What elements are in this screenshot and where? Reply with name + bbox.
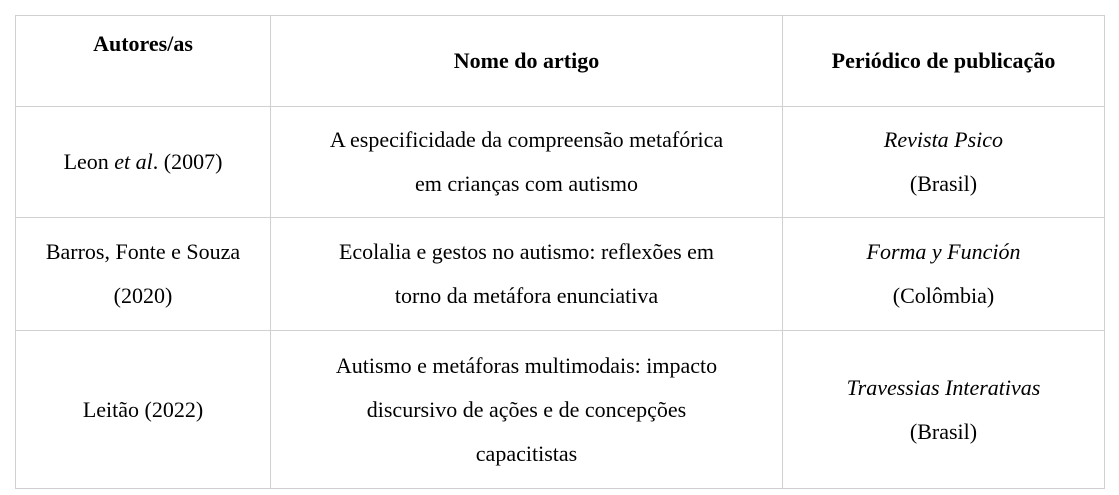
author-cell [16, 218, 271, 331]
article-line: torno da metáfora enunciativa [394, 283, 659, 308]
article-line: capacitistas [475, 440, 578, 466]
publications-table [15, 15, 1105, 489]
journal-cell [783, 331, 1105, 489]
author-year: (2020) [113, 283, 173, 308]
author-text: Barros, Fonte e Souza [45, 239, 241, 264]
article-cell [271, 218, 783, 331]
article-line: A especificidade da compreensão metafórica [329, 127, 724, 152]
journal-cell [783, 107, 1105, 218]
header-article-name: Nome do artigo [271, 16, 783, 107]
header-journal: Periódico de publicação [783, 16, 1105, 107]
article-cell [271, 107, 783, 218]
journal-name: Travessias Interativas [846, 374, 1041, 400]
author-et-al: et al [114, 149, 153, 174]
journal-name: Forma y Función [866, 239, 1021, 264]
journal-name: Revista Psico [883, 127, 1004, 152]
table-row [16, 331, 1105, 489]
article-cell [271, 331, 783, 489]
article-line: Ecolalia e gestos no autismo: reflexões em [338, 239, 715, 264]
journal-cell [783, 218, 1105, 331]
header-authors: Autores/as [16, 16, 271, 107]
author-cell [16, 107, 271, 218]
article-line: discursivo de ações e de concepções [366, 396, 687, 422]
table-row [16, 107, 1105, 218]
article-line: Autismo e metáforas multimodais: impacto [335, 352, 718, 378]
table-header-row [16, 16, 1105, 107]
author-cell: Leitão (2022) [16, 331, 271, 489]
journal-country: (Brasil) [909, 171, 978, 196]
article-line: em crianças com autismo [415, 171, 638, 196]
journal-country: (Colômbia) [892, 283, 995, 308]
table-row [16, 218, 1105, 331]
author-year: . (2007) [152, 149, 223, 174]
author-text: Leon [63, 149, 115, 174]
journal-country: (Brasil) [909, 418, 978, 444]
